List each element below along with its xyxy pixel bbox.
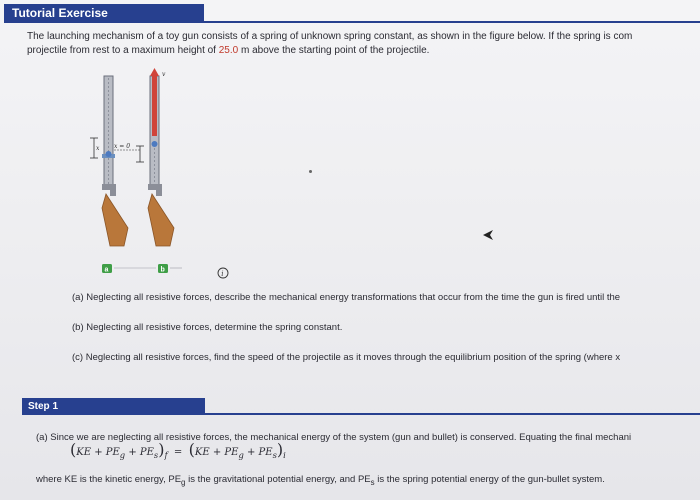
svg-text:i: i bbox=[221, 270, 224, 278]
part-a: (a) Neglecting all resistive forces, describe the mechanical energy transformations that occur from the time the gun is fired until the bbox=[72, 292, 621, 303]
x-label-a: x bbox=[96, 145, 100, 152]
problem-line-1: The launching mechanism of a toy gun consists of a spring of unknown spring constant, as shown in the figure below. If the spring is com bbox=[27, 31, 633, 42]
gun-b bbox=[136, 68, 174, 246]
part-b: (b) Neglecting all resistive forces, determine the spring constant. bbox=[72, 322, 343, 333]
label-a: a bbox=[104, 266, 109, 274]
height-value: 25.0 bbox=[218, 45, 239, 56]
mouse-cursor-icon bbox=[483, 230, 493, 240]
gun-a bbox=[90, 76, 131, 246]
tutorial-header: Tutorial Exercise bbox=[4, 4, 204, 23]
header-divider bbox=[200, 21, 700, 23]
velocity-arrow bbox=[150, 68, 159, 76]
energy-equation: $(KE + PE_g + PE_s)_f = (KE + PE_g + PE_s)_i$ bbox=[70, 440, 286, 460]
toy-gun-figure bbox=[80, 68, 250, 283]
v-label: v bbox=[162, 71, 166, 78]
step-1-text: (a) Since we are neglecting all resistive forces, the mechanical energy of the system (gun and bullet) is conserved. Equating the final mechani bbox=[36, 432, 632, 443]
part-c: (c) Neglecting all resistive forces, find the speed of the projectile as it moves through the equilibrium position of the spring (where x bbox=[72, 352, 621, 363]
figure-dot bbox=[309, 170, 312, 173]
step-divider bbox=[200, 413, 700, 415]
problem-line-2: projectile from rest to a maximum height of 25.0 m above the starting point of the projectile. bbox=[27, 45, 430, 56]
step-1-header: Step 1 bbox=[22, 398, 205, 415]
definitions-text: where KE is the kinetic energy, $PE_g$ is the gravitational potential energy, and $PE_s$ is the spring potential energy of the gun-bullet system. bbox=[36, 474, 605, 487]
problem-statement bbox=[27, 30, 697, 58]
info-icon[interactable] bbox=[218, 268, 228, 278]
x-zero-label: x = 0 bbox=[114, 143, 131, 150]
label-b: b bbox=[160, 266, 165, 274]
